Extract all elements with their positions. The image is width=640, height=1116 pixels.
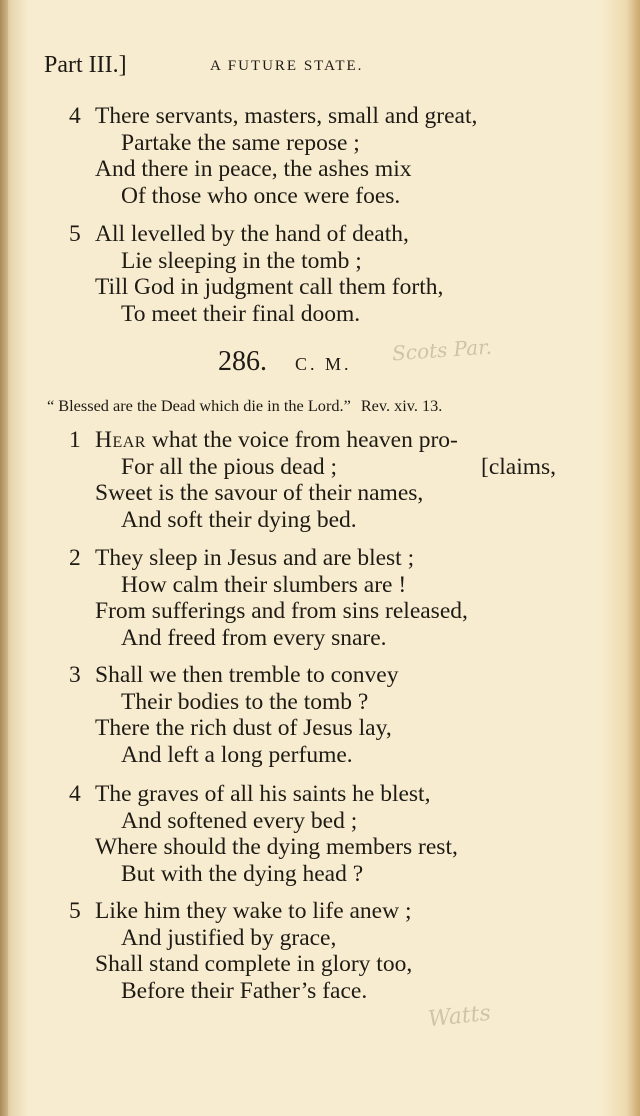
verse-text: Partake the same repose ;	[121, 129, 360, 156]
verse-line	[66, 301, 606, 328]
stanza-number: 5	[69, 898, 81, 924]
verse-line	[66, 221, 606, 248]
verse-line	[66, 951, 606, 978]
header-part-label: Part III.]	[44, 52, 127, 78]
verse-line	[66, 545, 606, 572]
verse-line	[66, 454, 606, 481]
verse-line	[66, 572, 606, 599]
page-spine-edge	[0, 0, 8, 1116]
stanza-number: 4	[69, 103, 81, 129]
verse-line	[66, 248, 606, 275]
pencil-signature: Watts	[426, 1000, 492, 1033]
verse-text: For all the pious dead ;	[121, 453, 338, 480]
verse-text: There the rich dust of Jesus lay,	[95, 715, 392, 742]
hymn-stanza-3	[66, 662, 606, 768]
verse-text: There servants, masters, small and great,	[95, 103, 478, 129]
verse-line	[66, 861, 606, 888]
hymn-stanza-4	[66, 781, 606, 887]
prev-hymn-stanza-4	[66, 103, 606, 209]
pencil-annotation: Scots Par.	[391, 334, 493, 366]
verse-text: To meet their final doom.	[121, 300, 361, 327]
stanza-number: 2	[69, 545, 81, 571]
verse-text: And softened every bed ;	[121, 807, 358, 834]
verse-line	[66, 978, 606, 1005]
verse-text: The graves of all his saints he blest,	[95, 781, 431, 807]
stanza-number: 4	[69, 781, 81, 807]
verse-line	[66, 925, 606, 952]
verse-text: But with the dying head ?	[121, 860, 364, 887]
prev-hymn-stanza-5	[66, 221, 606, 327]
verse-text: Their bodies to the tomb ?	[121, 688, 369, 715]
verse-text: Lie sleeping in the tomb ;	[121, 247, 362, 274]
verse-text: How calm their slumbers are !	[121, 571, 407, 598]
verse-line	[66, 183, 606, 210]
verse-text: And freed from every snare.	[121, 624, 387, 651]
verse-line	[66, 898, 606, 925]
verse-turnover: [claims,	[481, 453, 557, 480]
verse-line	[66, 274, 606, 301]
verse-first-word: Hear	[95, 427, 146, 453]
verse-text: what the voice from heaven pro-	[145, 427, 458, 453]
stanza-number: 1	[69, 427, 81, 453]
verse-text: Sweet is the savour of their names,	[95, 480, 424, 507]
verse-line	[66, 598, 606, 625]
stanza-number: 3	[69, 662, 81, 688]
verse-line	[66, 130, 606, 157]
verse-line	[66, 808, 606, 835]
verse-text: Of those who once were foes.	[121, 182, 401, 209]
verse-text: And justified by grace,	[121, 924, 337, 951]
verse-text: And there in peace, the ashes mix	[95, 156, 412, 183]
hymn-stanza-2	[66, 545, 606, 651]
verse-text: All levelled by the hand of death,	[95, 221, 409, 247]
verse-line	[66, 625, 606, 652]
verse-text: They sleep in Jesus and are blest ;	[95, 545, 415, 571]
verse-text: Like him they wake to life anew ;	[95, 898, 412, 924]
verse-text: Till God in judgment call them forth,	[95, 274, 444, 301]
verse-line	[66, 427, 606, 454]
hymn-stanza-5	[66, 898, 606, 1004]
verse-line	[66, 715, 606, 742]
header-section-title: A FUTURE STATE.	[210, 58, 364, 74]
verse-line	[66, 156, 606, 183]
verse-line	[66, 662, 606, 689]
verse-text: Shall stand complete in glory too,	[95, 951, 413, 978]
verse-line	[66, 480, 606, 507]
epigraph-text: “ Blessed are the Dead which die in the Lord.”	[47, 396, 351, 415]
running-header	[44, 52, 604, 84]
verse-text: Where should the dying members rest,	[95, 834, 458, 861]
stanza-number: 5	[69, 221, 81, 247]
hymn-heading	[218, 346, 352, 382]
verse-text: Before their Father’s face.	[121, 977, 368, 1004]
verse-line	[66, 103, 606, 130]
verse-line	[66, 781, 606, 808]
hymn-number: 286.	[218, 346, 267, 377]
page-fore-edge	[626, 0, 640, 1116]
hymn-epigraph	[47, 396, 607, 416]
verse-line	[66, 507, 606, 534]
hymn-stanza-1	[66, 427, 606, 533]
hymn-meter: C. M.	[295, 354, 352, 374]
verse-line	[66, 742, 606, 769]
verse-line	[66, 689, 606, 716]
epigraph-reference: Rev. xiv. 13.	[360, 396, 443, 415]
verse-text: And soft their dying bed.	[121, 506, 357, 533]
verse-text: From sufferings and from sins released,	[95, 598, 468, 625]
verse-line	[66, 834, 606, 861]
verse-text: Shall we then tremble to convey	[95, 662, 399, 688]
verse-text: And left a long perfume.	[121, 741, 353, 768]
